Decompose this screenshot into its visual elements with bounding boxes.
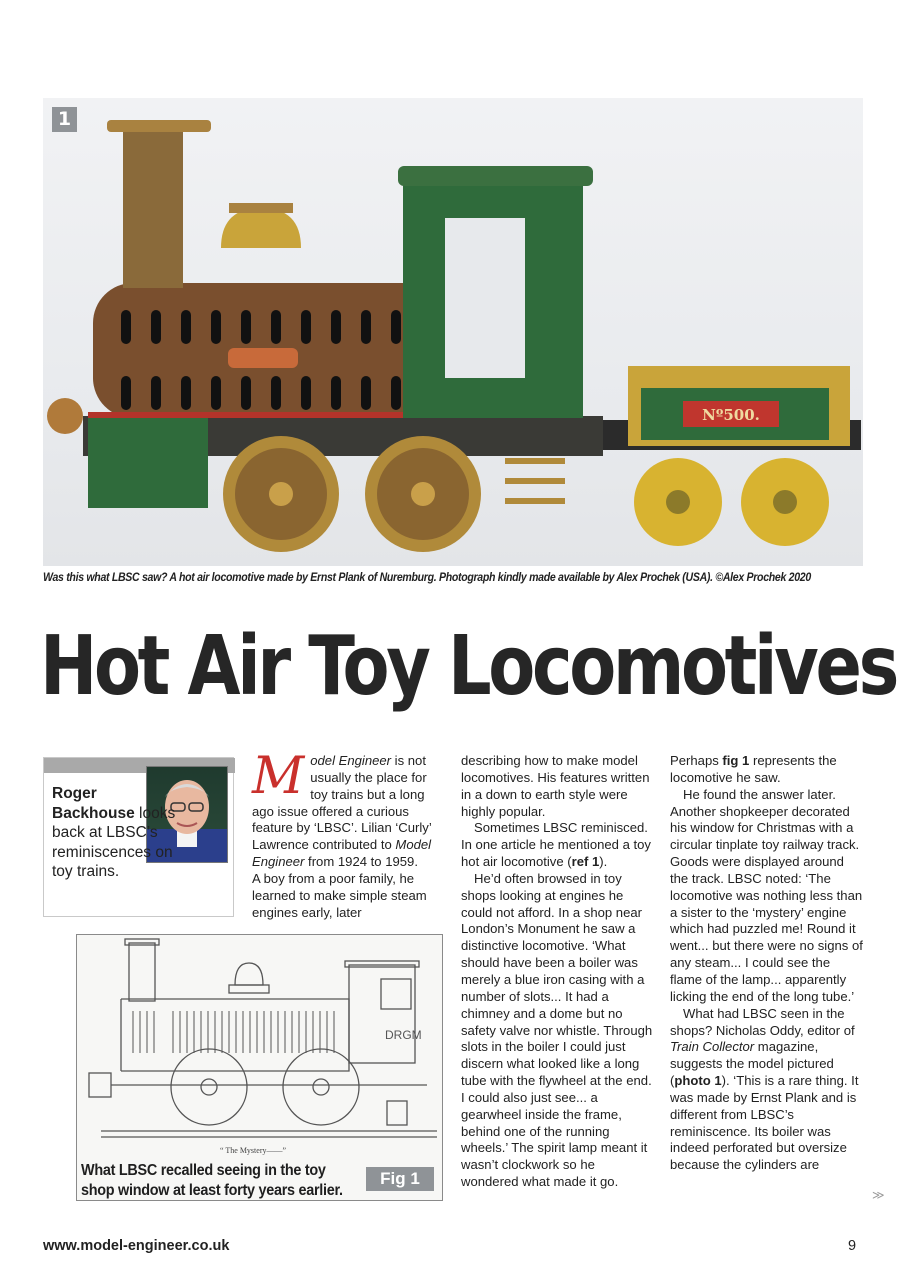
author-name: Roger Backhouse bbox=[52, 785, 135, 822]
mystery-label: “ The Mystery——” bbox=[219, 1146, 287, 1155]
col1-paragraph-2: A boy from a poor family, he learned to make simple steam engines early, later bbox=[252, 870, 427, 920]
drop-cap: M bbox=[252, 747, 305, 806]
author-box bbox=[43, 757, 234, 917]
col3-paragraph-2: He found the answer later. Another shopkeeper decorated his window for Christmas with a circular tinplate toy railway track. Goods were displayed around the track. LBSC noted: ‘The locomotive was nothing less than a sister to the ‘mystery’ engine which had puzzled me! Round it went... but there were no signs of any steam... I could see the flame of the lamp... apparently licking the end of the long tube.’ bbox=[670, 786, 863, 1004]
footer-url[interactable]: www.model-engineer.co.uk bbox=[43, 1238, 230, 1254]
col1-em-title-2: Model Engineer bbox=[252, 837, 432, 870]
col2-paragraph-1: describing how to make model locomotives. His features written in a down to earth style were highly popular. bbox=[461, 753, 650, 819]
col1-em-title: odel Engineer bbox=[310, 753, 392, 768]
figure-caption: What LBSC recalled seeing in the toy shop window at least forty years earlier. bbox=[81, 1162, 343, 1199]
article-column-3 bbox=[670, 753, 864, 1174]
photo-number-badge: 1 bbox=[52, 107, 77, 132]
col2-paragraph-3: He’d often browsed in toy shops looking at engines he could not afford. In a shop near London’s Monument he saw a distinctive locomotive. ‘What should have been a boiler was merely a blue iron casing with a number of slots... It had a chimney and a dome but no safety valve nor whistle. Through slots in the boiler I could just discern what looked like a long tube with the flywheel at the end. I could also just see... a gearwheel inside the frame, behind one of the running wheels.’ The spirit lamp meant it wasn’t clockwork so he wondered what made it go. bbox=[461, 870, 653, 1190]
figure-1 bbox=[76, 934, 443, 1201]
article-column-1 bbox=[252, 747, 442, 921]
figure-label: Fig 1 bbox=[366, 1167, 434, 1191]
train-collector-title: Train Collector bbox=[670, 1039, 755, 1055]
col3-text-c: What had LBSC seen in the shops? Nicholas Oddy, editor of bbox=[670, 1005, 855, 1038]
locomotive-illustration bbox=[43, 98, 863, 566]
ref-1: ref 1 bbox=[571, 854, 600, 870]
col3-text-e: ). ‘This is a rare thing. It was made by Ernst Plank and is different from LBSC’s reminiscence. Its boiler was indeed perforated but oversize because the cylinders are bbox=[670, 1073, 859, 1173]
col3-paragraph-1 bbox=[670, 753, 864, 787]
col2-text-b: ). bbox=[599, 854, 608, 870]
col2-text-a: Sometimes LBSC reminisced. In one article he mentioned a toy hot air locomotive ( bbox=[461, 820, 651, 870]
col3-text-d: magazine, suggests the model pictured ( bbox=[670, 1039, 834, 1089]
col1-text-b: from 1924 to 1959. bbox=[304, 854, 418, 870]
drgm-mark: DRGM bbox=[385, 1028, 422, 1042]
tender-number-plate: Nº500. bbox=[702, 406, 760, 424]
col3-paragraph-3 bbox=[670, 1006, 864, 1174]
article-title: Hot Air Toy Locomotives bbox=[40, 619, 896, 714]
photo-1-ref: photo 1 bbox=[674, 1073, 722, 1089]
col3-text-a: Perhaps bbox=[670, 753, 723, 768]
author-blurb-text: looks back at LBSC’s reminiscences on toy trains. bbox=[52, 804, 176, 880]
photo-caption: Was this what LBSC saw? A hot air locomotive made by Ernst Plank of Nuremburg. Photograph kindly made available by Alex Prochek (USA). ©Alex Prochek 2020 bbox=[43, 570, 811, 584]
page-number: 9 bbox=[848, 1238, 857, 1254]
author-blurb bbox=[52, 784, 182, 882]
locomotive-photo bbox=[43, 98, 863, 566]
col1-paragraph-1 bbox=[252, 747, 442, 871]
fig-1-ref: fig 1 bbox=[722, 753, 750, 768]
article-column-2 bbox=[461, 753, 653, 1191]
continue-arrow-icon: ≫ bbox=[872, 1188, 885, 1202]
mystery-locomotive-drawing bbox=[77, 935, 442, 1160]
col1-text-a: is not usually the place for toy trains but a long ago issue offered a curious feature by ‘LBSC’. Lilian ‘Curly’ Lawrence contributed to bbox=[252, 753, 432, 853]
col3-text-b: represents the locomotive he saw. bbox=[670, 753, 837, 785]
col2-paragraph-2 bbox=[461, 820, 653, 871]
